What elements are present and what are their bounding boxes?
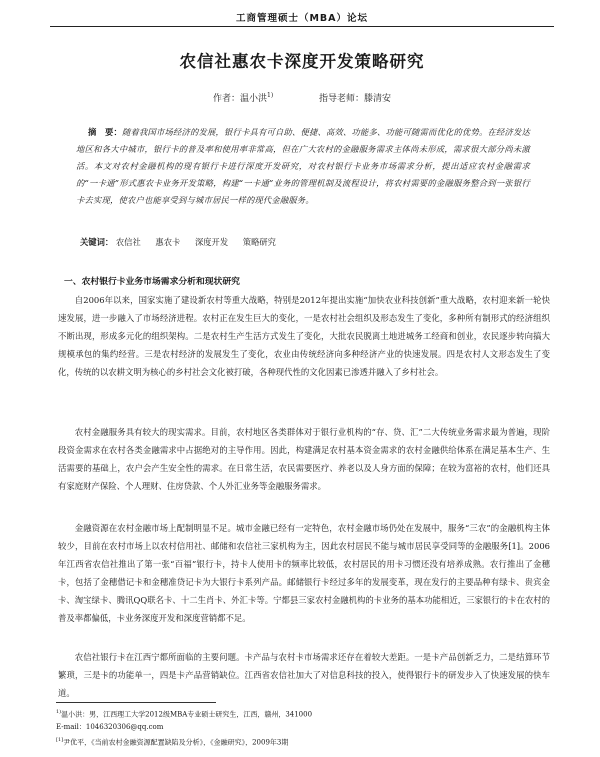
footnote-text: 尹优平，《当前农村金融资源配置缺陷及分析》，《金融研究》，2009年3期 [63, 737, 289, 746]
keyword: 惠农卡 [155, 237, 181, 247]
footnote-mark: 1) [56, 709, 62, 715]
keyword: 农信社 [115, 237, 141, 247]
body-paragraph [58, 648, 550, 702]
section-heading: 一、农村银行卡业务市场需求分析和现状研究 [64, 277, 240, 287]
author-name: 温小洪 [240, 94, 268, 104]
author-footnote-mark: 1) [267, 92, 274, 99]
footnote-text: 温小洪：男，江西理工大学2012级MBA专业硕士研究生，江西，赣州，341000 [61, 710, 313, 719]
byline [56, 91, 548, 104]
keywords [80, 236, 530, 248]
keyword: 深度开发 [194, 237, 229, 247]
body-paragraph [58, 423, 550, 495]
paragraph-text: 金融资源在农村金融市场上配制明显不足。城市金融已经有一定特色，农村金融市场仍处在发展中，服务“三农”的金融机构主体较少，目前在农村市场上以农村信用社、邮储和农信社三家机构为主，因此农村居民不能与城市居民享受同等的金融服务[1]。2006年江西省农信社推出了第一张“百福”银行卡，持卡人使用卡的频率比较低，农村居民的用卡习惯还没有培养成熟。农行推出了金穗卡，包括了金穗借记卡和金穗准贷记卡为大银行卡系列产品。邮储银行卡经过多年的发展变革，现在发行的主要品种有绿卡、贵宾金卡、淘宝绿卡、腾讯QQ联名卡、十二生肖卡、外汇卡等。宁都县三家农村金融机构的卡业务的基本功能相近，三家银行的卡在农村的普及率都偏低，卡业务深度开发和深度营销都不足。 [58, 523, 550, 624]
footnote-rule [56, 702, 216, 703]
paragraph-text: 农信社银行卡在江西宁都所面临的主要问题。卡产品与农村卡市场需求还存在着较大差距。一是卡产品创新乏力，二是结算环节繁琐，三是卡的功能单一，四是卡产品营销缺位。江西省农信社加大了对信息科技的投入，使得银行卡的研发步入了快速发展的快车道。 [58, 652, 550, 699]
footnote [56, 706, 548, 721]
abstract-text: 随着我国市场经济的发展，银行卡具有可自助、便捷、高效、功能多、功能可随需而优化的优势。在经济发达地区和各大中城市，银行卡的普及率和使用率非常高，但在广大农村的金融服务需求主体尚未形成，需求很大部分尚未激活。本文对农村金融机构的现有银行卡进行深度开发研究，对农村银行卡业务市场需求分析，提出适应农村金融需求的“一卡通”形式惠农卡业务开发策略，构建“一卡通”业务的管理机制及流程设计，将农村需要的金融服务整合到一张银行卡去实现，使农户也能享受到与城市居民一样的现代金融服务。 [76, 127, 530, 205]
footnotes [56, 706, 548, 748]
paper-title: 农信社惠农卡深度开发策略研究 [179, 52, 425, 71]
footnote [56, 734, 548, 749]
footnote-mark: [1] [56, 736, 64, 743]
footnote [56, 721, 548, 734]
keywords-label: 关键词： [80, 237, 114, 247]
paragraph-text: 自2006年以来，国家实施了建设新农村等重大战略，特别是2012年提出实施“加快农业科技创新”重大战略，农村迎来新一轮快速发展，进一步融入了市场经济进程。农村正在发生巨大的变化，一是农村社会组织及形态发生了变化，多种所有制形式的经济组织不断出现，形成多元化的组织架构。二是农村生产生活方式发生了变化，大批农民脱离土地进城务工经商和创业，农民逐步转向搞大规模承包的集约经营。三是农村经济的发展发生了变化，农业由传统经济向多种经济产业的快速发展。四是农村人文形态发生了变化，传统的以农耕文明为核心的乡村社会文化被打破，各种现代性的文化因素已渗透并融入了乡村社会。 [58, 295, 550, 378]
abstract-label: 摘 要： [88, 127, 122, 137]
header-rule [50, 26, 554, 27]
body-paragraph [58, 291, 550, 381]
advisor-name: 滕清安 [363, 94, 391, 104]
footnote-text: E-mail：1046320306@qq.com [56, 722, 164, 731]
abstract [76, 124, 530, 209]
paragraph-text: 农村金融服务具有较大的现实需求。目前，农村地区各类群体对于银行业机构的“存、贷、汇”二大传统业务需求最为普遍，现阶段资金需求在农村各类金融需求中占据绝对的主导作用。因此，构建满足农村基本资金需求的农村金融供给体系在满足基本生产、生活需要的基础上，农户会产生安全性的需求。在日常生活，农民需要医疗、养老以及人身方面的保障；在较为富裕的农村，他们还具有家庭财产保险、个人理财、住房贷款、个人外汇业务等金融服务需求。 [58, 427, 550, 492]
keyword: 策略研究 [242, 237, 276, 247]
body-paragraph [58, 519, 550, 628]
author-label: 作者： [213, 94, 241, 104]
running-head: 工商管理硕士（MBA）论坛 [235, 13, 369, 24]
advisor-label: 指导老师： [318, 94, 364, 104]
